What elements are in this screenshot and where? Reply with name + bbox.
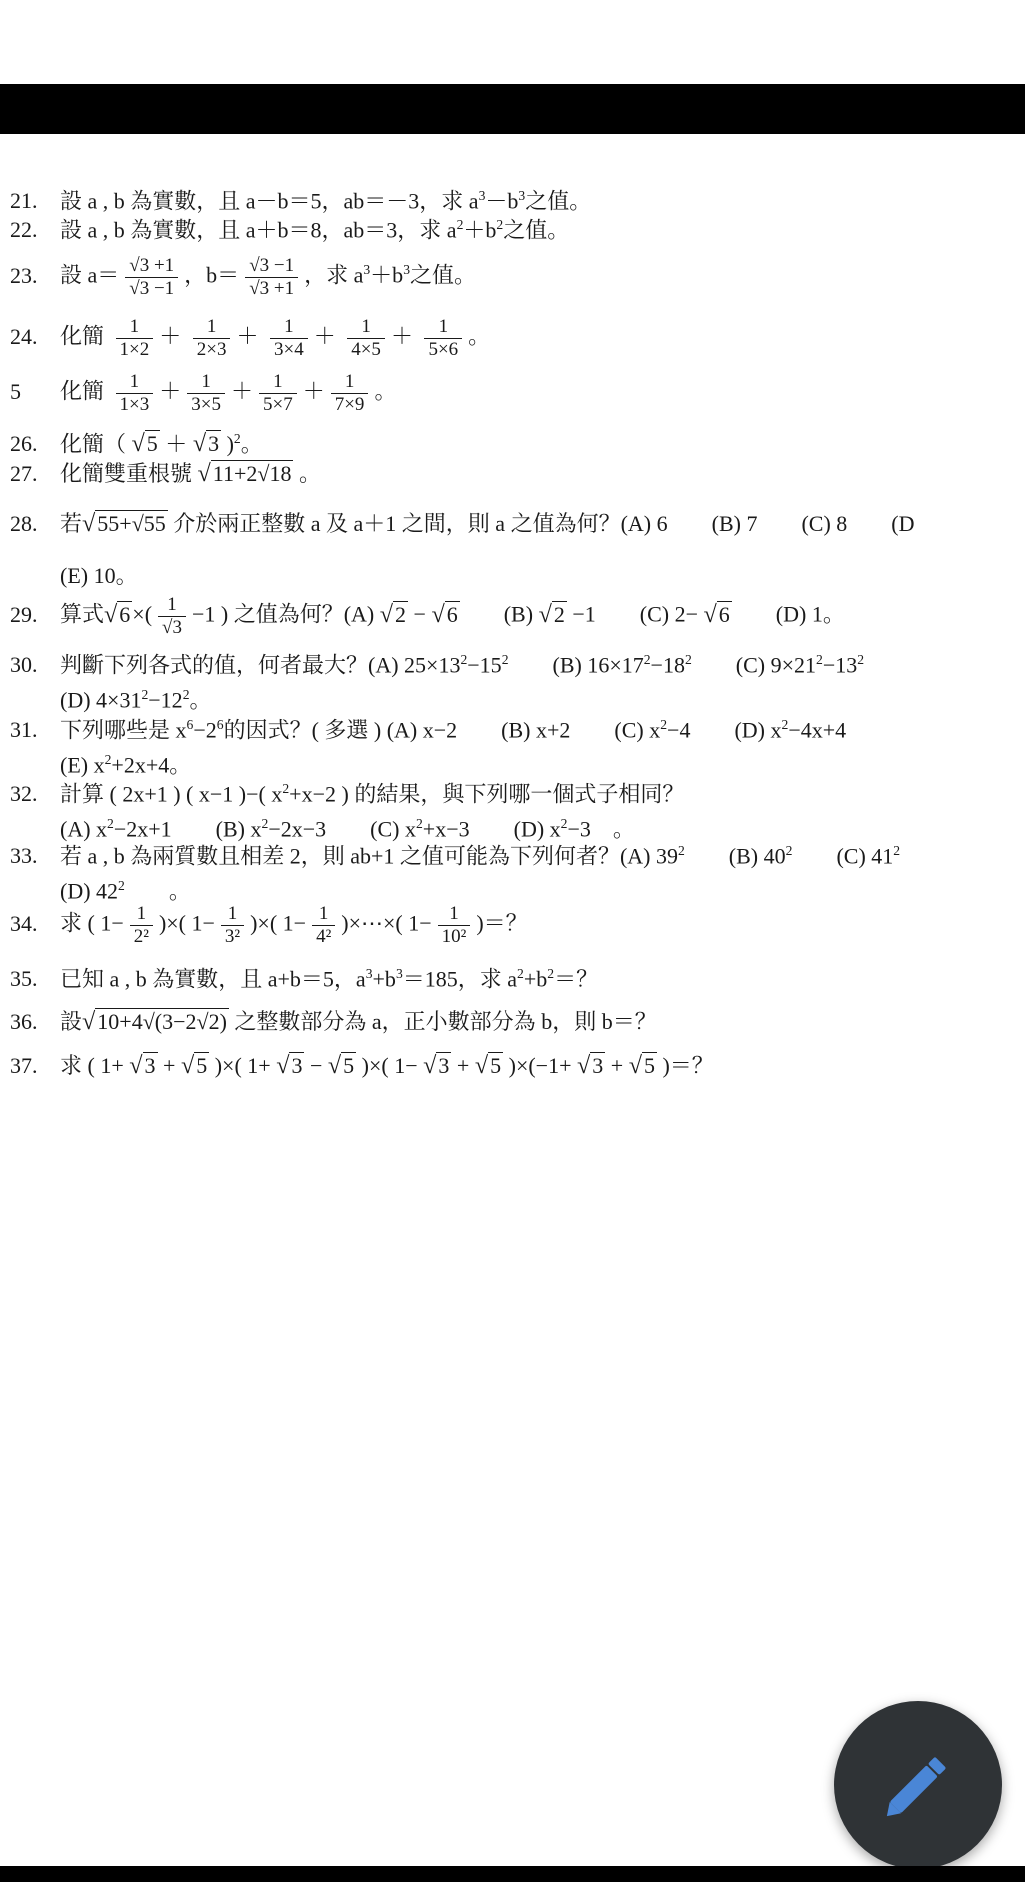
radical-sign: √ [577,1052,591,1079]
radical-sign: √ [379,600,394,628]
question-continuation [10,871,1025,906]
question-text: 。 [189,687,212,713]
question-item [10,371,1025,416]
radical-sign: √ [327,1052,342,1079]
question-text: 化簡 [60,378,110,404]
question-text: +x−2 ) 的結果，與下列哪一個式子相同？ [289,781,685,807]
radicand: 3 [144,1053,156,1078]
exponent: 2 [261,816,269,832]
fraction [193,316,231,361]
fraction [259,371,297,416]
question-text: (C) 9×21 [691,652,817,678]
question-text: ＋ [313,323,342,349]
question-text: ，求 a [304,262,364,288]
radical-sign: √ [628,1052,642,1079]
radical-sign: √ [431,600,445,628]
question-text: −1 ) 之值為何？(A) [191,601,380,627]
question-item [10,459,1025,489]
question-text: − [408,601,432,627]
question-text: (C) 41 [792,843,894,869]
exponent: 2 [857,652,865,667]
radical-sign: √ [276,1052,290,1079]
radical-sign: √ [180,1052,195,1079]
exponent: 2 [547,966,555,981]
radicand: 3 [438,1053,450,1078]
exponent: 2 [118,878,125,894]
question-text: 。 [124,878,191,904]
numerator: 1 [116,371,154,394]
question-text: ，b＝ [184,262,240,288]
question-text: 計算 ( 2x+1 ) ( x−1 )−( x [60,781,283,807]
question-text: 之值。 [410,262,477,288]
fraction [221,903,244,948]
radicand: 55+√55 [97,511,166,536]
radicand: 3 [291,1053,303,1078]
question-text: ＋ [236,323,264,349]
question-text: 判斷下列各式的值，何者最大？(A) 25×13 [60,652,461,678]
denominator: 5×7 [262,394,293,415]
radicand: 11+2√18 [212,461,292,486]
radical-sign: √ [423,1052,437,1079]
radical [475,1053,503,1078]
question-text: −4 (D) x [667,717,782,743]
denominator: 2² [133,926,149,947]
question-item [10,210,1025,245]
radical [82,1009,229,1034]
radical [198,461,294,486]
radicand: 2 [553,601,565,627]
question-continuation [10,561,1025,591]
exponent: 2 [816,652,823,667]
question-item [10,255,1025,300]
exponent: 3 [403,262,410,278]
radical [129,1053,157,1078]
question-number: 31. [10,717,38,743]
fraction [270,316,308,361]
radicand: 10+4√(3−2√2) [97,1009,227,1034]
exponent: 2 [456,217,464,232]
numerator: 1 [221,903,244,926]
radicand: 3 [592,1053,604,1078]
numerator: √3 +1 [125,255,178,278]
denominator: 3×4 [273,339,304,360]
denominator: 4×5 [351,339,381,360]
question-text: +b [523,966,548,992]
question-number: 34. [10,910,38,936]
question-number: 23. [10,262,38,288]
fraction [130,903,153,948]
numerator: 1 [347,316,385,339]
radicand: 2 [395,601,407,627]
radicand: 5 [196,1053,208,1078]
pencil-icon [874,1741,962,1829]
question-text: − [304,1053,328,1078]
radicand: 5 [343,1053,355,1078]
question-item [10,509,1025,591]
denominator: 10² [441,926,467,947]
numerator: 1 [438,903,471,926]
radical [181,1053,209,1078]
fraction [331,371,369,416]
radicand: 6 [119,601,131,627]
radical-sign: √ [104,600,118,628]
question-text: 。 [468,323,491,349]
question-number: 32. [10,781,38,807]
exponent: 3 [518,188,526,203]
question-text: (B) 40 [684,843,786,869]
exponent: 2 [660,717,668,732]
question-text: 下列哪些是 x [60,717,187,743]
question-text: 之值。 [503,217,570,243]
exponent: 3 [365,966,373,981]
denominator: 3×5 [191,394,221,415]
exponent: 2 [560,816,568,832]
exponent: 2 [517,966,524,981]
question-text: 求 ( 1+ [60,1053,130,1078]
question-item [10,645,1025,716]
radicand: 6 [718,601,730,627]
radicand: 6 [446,601,458,627]
question-text: 若 [60,511,83,536]
radical-sign: √ [129,1052,143,1079]
question-text: −2x−3 (C) x [268,816,416,842]
question-text: + [605,1053,629,1078]
question-text: −2 [193,717,217,743]
question-text: 化簡 [60,323,110,349]
numerator: √3 −1 [245,255,298,278]
radical [704,602,732,627]
question-text: (D) 4×31 [60,687,142,713]
question-text: 化簡雙重根號 [60,461,198,486]
radical-sign: √ [192,430,207,458]
question-text: ＋b [370,262,404,288]
exponent: 3 [478,188,486,203]
radical [431,602,459,627]
exponent: 2 [684,652,692,667]
question-text: )×( 1+ [209,1053,277,1078]
question-number: 22. [10,217,38,243]
question-text: )＝？ [476,910,528,936]
question-text: +x−3 (D) x [422,816,561,842]
question-text: ×( [132,601,153,627]
radical [539,602,567,627]
radical-sign: √ [538,600,552,628]
question-number: 28. [10,511,38,536]
question-text: ＋ [159,431,193,457]
numerator: 1 [130,903,153,926]
question-text: ) [221,431,234,457]
numerator: 1 [312,903,335,926]
question-item [10,903,1025,948]
question-text: ＋ [159,323,187,349]
question-text: ＝185，求 a [402,966,518,992]
question-number: 35. [10,966,38,992]
exponent: 2 [501,652,509,667]
question-text: 。 [293,461,321,486]
exponent: 6 [186,717,194,732]
question-text: －b [485,188,519,214]
numerator: 1 [116,316,154,339]
question-number: 30. [10,652,38,678]
denominator: √3 −1 [129,278,175,299]
radical-sign: √ [82,510,96,537]
radicand: 5 [643,1053,655,1078]
numerator: 1 [331,371,369,394]
question-text: 若 a , b 為兩質數且相差 2，則 ab+1 之值可能為下列何者？(A) 39 [60,843,678,869]
question-text: 算式 [60,601,105,627]
denominator: 7×9 [334,394,365,415]
radical [82,511,168,536]
question-text: (E) x [60,752,105,778]
denominator: √3 +1 [249,278,295,299]
exponent: 2 [460,652,468,667]
fraction [438,903,471,948]
radical [132,431,160,456]
question-text: −3 。 [567,816,635,842]
question-text: (E) 10。 [60,563,138,588]
radical [276,1053,304,1078]
question-text: −15 [467,652,502,678]
question-text: −12 [148,687,183,713]
question-text: 求 ( 1− [60,910,124,936]
question-text: ＋ [390,323,419,349]
radical-sign: √ [474,1052,489,1079]
exponent: 2 [415,816,423,832]
question-text: )＝？ [656,1053,714,1078]
question-text: (D) 1。 [731,601,845,627]
numerator: 1 [193,316,231,339]
exponent: 2 [677,843,685,858]
question-text: +b [372,966,396,992]
question-item [10,1007,1025,1037]
exponent: 2 [233,431,241,446]
exponent: 2 [141,687,149,703]
question-text: (D) 42 [60,878,119,904]
question-text: 設 a , b 為實數，且 a－b＝5，ab＝－3，求 a [60,188,479,214]
question-item [10,959,1025,994]
numerator: 1 [424,316,462,339]
question-text: ＋ [159,378,182,404]
exponent: 2 [107,816,114,832]
question-text: −2x+1 (B) x [113,816,262,842]
question-text: 。 [374,378,397,404]
denominator: 3² [224,926,241,947]
radical-sign: √ [82,1008,96,1035]
fraction [125,255,178,300]
question-text: )×⋯×( 1− [341,910,432,936]
radical [423,1053,451,1078]
exponent: 3 [395,966,403,981]
exponent: 2 [182,687,190,703]
question-text: 已知 a , b 為實數，且 a+b＝5，a [60,966,366,992]
question-text: + [157,1053,181,1078]
exponent: 2 [785,843,793,858]
question-text: 的因式？( 多選 ) (A) x−2 (B) x+2 (C) x [223,717,661,743]
question-text: + [451,1053,475,1078]
question-text: )×( 1− [250,910,307,936]
exponent: 2 [282,781,290,796]
question-text: ＝？ [554,966,599,992]
radicand: 5 [490,1053,502,1078]
fraction [347,316,385,361]
radical-sign: √ [197,460,211,487]
question-text: ＋b [463,217,497,243]
question-number: 21. [10,188,38,214]
question-text: )×( 1− [356,1053,424,1078]
question-item [10,316,1025,361]
fraction [158,594,186,639]
question-number: 26. [10,431,38,457]
radicand: 3 [208,431,220,457]
question-text: 。 [240,431,263,457]
radical [380,602,408,627]
denominator: √3 [162,617,182,638]
numerator: 1 [259,371,297,394]
denominator: 4² [316,926,332,947]
edit-button[interactable] [834,1701,1002,1869]
exponent: 2 [781,717,789,732]
question-text: 化簡（ [60,431,132,457]
question-item [10,774,1025,845]
exponent: 3 [363,262,371,278]
question-item [10,424,1025,459]
fraction [116,371,154,416]
radical [193,431,221,456]
question-text: )×( 1− [158,910,215,936]
question-text: (A) x [60,816,108,842]
question-number: 24. [10,323,38,349]
numerator: 1 [187,371,225,394]
question-text: 設 a , b 為實數，且 a＋b＝8，ab＝3，求 a [60,217,457,243]
question-number: 33. [10,843,38,869]
radicand: 5 [146,431,158,457]
fraction [116,316,154,361]
question-text: 設 a＝ [60,262,120,288]
question-text: ＋ [230,378,253,404]
question-number: 36. [10,1009,38,1034]
denominator: 2×3 [196,339,227,360]
question-item [10,594,1025,639]
fraction [312,903,335,948]
question-text: −13 [822,652,858,678]
exponent: 6 [216,717,224,732]
question-text: −4x+4 [788,717,847,743]
radical [328,1053,356,1078]
question-text: ＋ [302,378,325,404]
bottom-bar [0,1866,1025,1882]
exponent: 2 [104,752,112,768]
denominator: 1×3 [119,394,150,415]
question-text: −1 (C) 2− [566,601,704,627]
question-number: 5 [10,378,21,404]
question-item [10,836,1025,907]
question-text: (B) 16×17 [508,652,644,678]
denominator: 5×6 [428,339,459,360]
question-text: 之整數部分為 a，正小數部分為 b，則 b＝？ [228,1009,657,1034]
numerator: 1 [158,594,186,617]
exponent: 2 [893,843,901,858]
radical [629,1053,657,1078]
question-text: −18 [650,652,685,678]
question-number: 29. [10,601,38,627]
radical [577,1053,605,1078]
question-item [10,710,1025,781]
question-text: 介於兩正整數 a 及 a＋1 之間，則 a 之值為何？(A) 6 (B) 7 (C) 8 (D [167,511,915,536]
question-text: 設 [60,1009,83,1034]
question-text: (B) [459,601,539,627]
radical [104,602,132,627]
question-number: 27. [10,461,38,486]
numerator: 1 [270,316,308,339]
fraction [424,316,462,361]
question-text: 之值。 [525,188,592,214]
question-text: +2x+4。 [111,752,192,778]
exponent: 2 [496,217,504,232]
radical-sign: √ [131,430,145,458]
question-text: )×(−1+ [503,1053,577,1078]
exponent: 2 [643,652,651,667]
denominator: 1×2 [119,339,150,360]
question-number: 37. [10,1053,38,1078]
question-item [10,1051,1025,1081]
radical-sign: √ [703,600,717,628]
fraction [245,255,298,300]
fraction [187,371,225,416]
